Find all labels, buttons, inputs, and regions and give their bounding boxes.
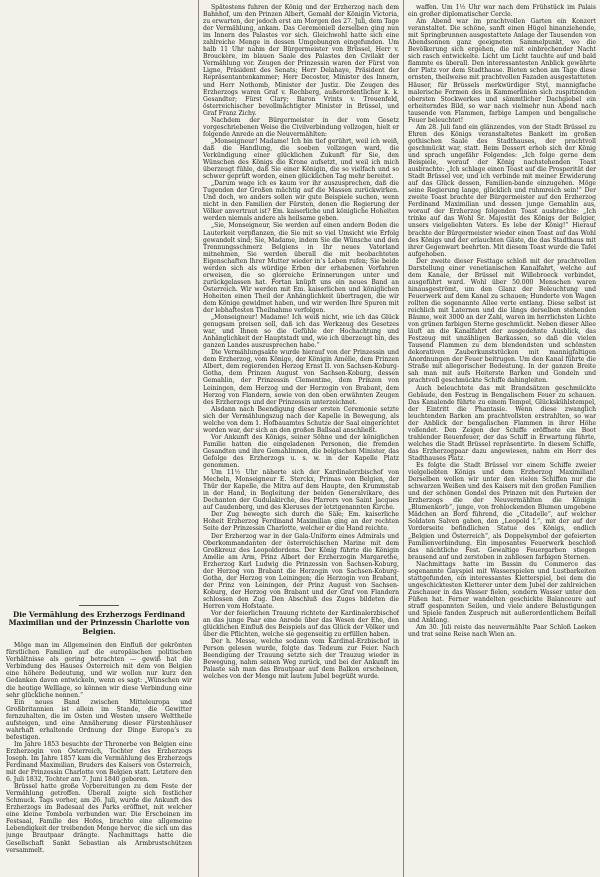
paragraph: Im Jahre 1853 besuchte der Thronerbe von Belgien eine Erzherzogin von Österreich, Tochter des Erzherzogs Joseph. Im Jahre 1857 kam die Vermählung des Erzherzogs Ferdinand Maximilian, Bruders des Kaisers von Österreich, mit der Prinzessin Charlotte von Belgien statt. Letztere den 6. Juli 1832, Tochter am 7. Juni 1840 geboren. <box>6 740 192 784</box>
paragraph: Der Erzherzog war in der Gala-Uniform eines Admirals und Oberkommandanten der österreichischen Marine mit dem Großkreuz des Leopoldordens. Der König führte die Königin Amélie am Arm, Prinz Albert der Erzherzogin Margarethe, Erzherzog Karl Ludwig die Prinzessin von Sachsen-Koburg, der Herzog von Brabant die Herzogin von Sachsen-Koburg-Gotha, der Herzog von Leiningen; die Herzogin von Brabant, der Prinz von Leiningen, der Prinz August von Sachsen-Koburg, der Herzog von Brabant und der Graf von Flandern schlossen den Zug. Den Abschluß des Zuges bildeten die Herren vom Hofstaate. <box>203 532 399 610</box>
column-left <box>6 600 192 872</box>
paragraph: waffen. Um 1½ Uhr war nach dem Frühstück im Palais ein großer diplomatischer Cercle. <box>408 4 596 19</box>
paragraph: Nachdem der Bürgermeister in der vom Gesetz vorgeschriebenen Weise die Civilverbindung vollzogen, hielt er folgende Anrede an die Neuvermählten: <box>203 116 399 138</box>
paragraph: Am 30. Juli reiste das neuvermählte Paar Schloß Laeken und trat seine Reise nach Wien an. <box>408 624 596 639</box>
paragraph: Alsdann nach Beendigung dieser ersten Ceremonie setzte sich der Vermählungszug nach der Kapelle in Bewegung, als welche von dem 1. Hofbauamtes Schutze der Saal eingerichtet worden war, der sich an den großen Ballsaal anschließt. <box>203 405 399 434</box>
paragraph: Die Vermählungsakte wurde hierauf von der Prinzessin und dem Erzherzog, vom Könige, der Königin Amélie, dem Prinzen Albert, dem regierenden Herzog Ernst II. von Sachsen-Koburg-Gotha, dem Prinzen August von Sachsen-Koburg, dessen Gemahlin, der Prinzessin Clementine, dem Prinzen von Leiningen, dem Herzog und der Herzogin von Brabant, dem Herzog von Flandern, sowie von den oben erwähnten Zeugen des Erzherzogs und der Prinzessin unterzeichnet. <box>203 349 399 406</box>
paragraph: Brüssel hatte große Vorbereitungen zu dem Feste der Vermählung getroffen. Überall zeigte sich festlicher Schmuck. Tags vorher, am 26. Juli, wurde die Ankunft des Erzherzogs im Badesaal des Parks eröffnet, mit welcher eine kleine Tombola verbunden war. Die Erscheinen im Festsaal, Familie des Hofes, brachte eine allgemeine Lebendigkeit der treibenden Menge hervor, die sich um das junge Brautpaar drängte. Nachmittags hatte die Gesellschaft Sankt Sebastian als Armbrustschützen versammelt. <box>6 783 192 854</box>
column-right <box>408 4 596 872</box>
paragraph: Am Abend war im prachtvollen Garten ein Konzert veranstaltet. Die schöne, sanft einen Hügel hinanziehende, mit Springbrunnen ausgestattete Anlage der Tausenden von Abendsonnen ganz geeigneten Sammelpunkt, wo die Bevölkerung sich ergehen, die mit einbrechender Nacht sich rasch entwickelte. Licht um Licht tauchte auf und bald flammte es überall. Den interessantesten Anblick gewährte der Platz vor dem Stadthause. Bieten schon am Tage diese ernsten, theilweise mit prachtvollen Fazaden ausgestatteten Häuser, für Brüssels merkwürdiger Styl, mannigfache malerische Formen des in Kammerlinien sich zuspitzenden obersten Stockwerkes und sämmtlicher Dachgiebel ein erheiterndes Bild, so war nach vielmehr nun Abend nach tausende von Flammen, farbige Lampen und bengalische Feuer beleuchtet! <box>408 18 596 124</box>
paragraph: Der zweite dieser Festtage schloß mit der prachtvollen Darstellung einer venetianischen Kanalfahrt, welche auf dem Kanale, der Brüssel mit Willebroeck verbindet, ausgeführt ward. Wohl über 50.000 Menschen waren hinausgeströmt, um den Glanz der Beleuchtung und Feuerwerk auf dem Kanal zu schauen; Hunderte von Wagen rollten die sogenannte Allee verte entlang. Diese selbst ist reichlich mit Laternen und die längs derselben stehenden Bäume, weit 3000 an der Zahl, waren im herrlichsten Lichte von grünen farbigen Sterne geschmückt. Neben dieser Allee läuft an die Kanalfahrt der ausgedehnte Ausblick, das Festzeug mit unzähligen Barkassen, so daß die vielen Tausend Flammen zu dem blendendsten und schönsten dekorativen Zauberkunststücken mit mannigfaltigen Anordnungen der Feuer beitrugen. Um den Kanal führte die Straße mit allegorischer Bedeutung. In der ganzen Breite sah man mit aufs Heiterste Barken und Gondeln und prachtvoll geschmückte Schiffe dahingleiten. <box>408 257 596 385</box>
paragraph: Es folgte die Stadt Brüssel vor einem Schiffe zweier vielgeliebten Königs und dem Erzherzog Maximilian! Derselben wollen wir unter den vielen Schiffen nur die schwarzen Weißen und des Kaisers mit den großen Familien und der schönen Gondel des Prinzen mit den Parteien der Erzherzogs die der Neuvermählten die Königin „Blumenkorb“, junge, von frohlockenden Blumen umgebene Mädchen an Bord führend, die „Citadelle“, auf welcher Soldaten Salven gaben, den „Leopold I.“, mit der auf der Vorderseite befindlichen Statue des Königs, endlich „Belgien und Österreich“, als Doppelsymbol der gefeierten Familienverbindung. Ein imposantes Feuerwerk beschloß das nächtliche Fest. Gewaltige Feuergarben stiegen brausend auf und zerstoben in zahllosen farbigen Sternen. <box>408 462 596 561</box>
column-rule-right <box>403 0 404 877</box>
paragraph: Auch beleuchtete das mit Brandsätzen geschmückte Gebäude, den Festzug in Bengalischem Feuer zu schauen. Das Kanalende führte zu einem Tempel, Glückskühlstempel, der Eintritt die Phantasie. Wenn diese zwanglich leuchtenden Barken am prachtvollsten erstrahlten, so war der Anblick der bengalischen Flammen in ihrer Höhe vollendet. Den Zeigen der Schiffe eröffnete ein Boot trahlender Reuenfeuer, der das Schiff in Erwartung führte, welches die Stadt Brüssel repräsentirte. In diesem Schiffe, das Erzherzogpaar dazu angewiesen, nahm ein Herr des Stadthauses Platz. <box>408 384 596 462</box>
paragraph: Vor der feierlichen Trauung richtete der Kardinalerzbischof an das junge Paar eine Anrede über das Wesen der Ehe, den glücklichen Einfluß des Beispiels auf das Glück der Völker und über die Pflichten, welche sie gegenseitig zu erfüllen haben. <box>203 610 399 639</box>
paragraph: Möge man im Allgemeinen den Einfluß der gekrönten fürstlichen Familien auf die europäischen politischen Verhältnisse als gering betrachten — gewiß hat die Verbindung des Hauses Österreich mit dem von Belgien eine höhere Bedeutung, und wir wollen nur kurz den Gedanken davon entwickeln, wenn es sagt: „Wünschen wir die heutige Welllage, so können wir diese Verbindung eine sehr glückliche nennen.“ <box>6 642 192 699</box>
paragraph: Spätestens fuhren der König und der Erzherzog nach dem Bahnhof, um den Prinzen Albert, Gemahl der Königin Victoria, zu erwarten, der jedoch erst am Morgen des 27. Juli, dem Tage der Vermählung, ankam. Das Ceremoniell derselben ging nun im Innern des Palastes vor sich. Gleichwohl hatte sich eine zahlreiche Menge in dessen Umgebungen eingefunden. Um halb 11 Uhr nahm der Bürgermeister von Brüssel, Herr v. Brouckère, im blauen Saale des Palastes den Civilakt der Vermählung vor. Zeugen der Prinzessin waren der Fürst von Ligne, Präsident des Senats; Herr Delahaye, Präsident der Repräsentantenkammer; Herr Decoster, Minister des Innern, und Herr Nothomb, Minister der Justiz. Die Zeugen des Erzherzogs waren Graf v. Rechberg, außerordentlicher k. k. Gesandter; Fürst Clary; Baron Vrints v. Treuenfeld, österreichischer bevollmächtigter Minister in Brüssel, und Graf Franz Zichy. <box>203 4 399 117</box>
paragraph: „Monseigneur! Madame! Ich weiß nicht, wie ich das Glück genugsam preisen soll, daß ich das Werkzeug des Gesetzes war, und Ihnen so die Gefühle der Hochachtung und Anhänglichkeit der Hauptstadt und, wie ich überzeugt bin, des ganzen Landes auszusprechen habe.“ <box>203 314 399 350</box>
column-middle <box>203 4 399 872</box>
paragraph: Am 28. Juli fand ein glänzendes, von der Stadt Brüssel zu Ehren des Königs veranstaltetes Bankett im großen gothischen Saale des Stadthauses, der prachtvoll geschmückt war, statt. Beim Dessert erhob sich der König und sprach ungefähr Folgendes: „Ich folge gerne dem Beispiele, worauf der König nachstehenden Toast ausbrachte: „Ich schlage einen Toast auf die Prosperität der Stadt Brüssel vor, und ich verbinde mit meiner Erwiderung auf das Glück dessen, Familien-bande einzugehen. Möge seine Regierung lange, glücklich und ruhmreich sein!“ Der zweite Toast brachte der Bürgermeister auf den Erzherzog Ferdinand Maximilian und dessen junge Gemahlin aus, worauf der Erzherzog folgenden Toast ausbrachte: „Ich trinke auf das Wohl Sr. Majestät des Königs der Belgier, unsers vielgeliebten Vaters. Es lebe der König!“ Hierauf brachte der Bürgermeister wieder einen Toast auf das Wohl des Königs und der erlauchten Gäste, die das Stadthaus mit ihrer Gegenwart beehrten. Mit diesem Toast wurde die Tafel aufgehoben. <box>408 123 596 258</box>
paragraph: Vor Ankunft des Königs, seiner Söhne und der königlichen Familie hatten die eingeladenen Personen, die fremden Gesandten und ihre Gemahlinnen, die belgischen Minister, das Gefolge des Erzherzogs u. s. w. in der Kapelle Platz genommen. <box>203 433 399 470</box>
column-rule-left <box>198 0 199 877</box>
paragraph: Nachmittags hatte im Bassin du Commerce das sogenannte Gayspiel mit Wasserspielen und Lustbarkeiten stattgefunden, ein interessantes Kletterspiel, bei dem die ungeschicktesten Kletterer unter dem Jubel der zahlreichen Zuschauer in das Wasser fielen, sondern Wasser unter den Füßen hat. Ferner wandelten geschickte Balanceure auf straff gespannten Seilen, und viele andere Belustigungen und Spiele fanden Zuspruch mit außerordentlichem Beifall und Anklang. <box>408 560 596 625</box>
paragraph: Um 11½ Uhr näherte sich der Kardinalerzbischof von Mecheln, Monseigneur E. Sterckx, Primas von Belgien, der Thür der Kapelle, die Mitra auf dem Haupte, den Krummstab in der Hand, in Begleitung der beiden Generalvikare, des Dechanten der Gudulakirche, des Pfarrers von Saint Jacques auf Caudenberg, und des Kleruses der letztgenannten Kirche. <box>203 469 399 512</box>
paragraph: Der h. Messe, welche sodann vom Kardinal-Erzbischof in Person gelesen wurde, folgte das Tedeum zur Feier. Nach Beendigung der Trauung setzte sich der Trauzug wieder in Bewegung, nahm seinen Weg zurück, und bei der Ankunft im Palaste sah man das Brautpaar auf dem Balkon erscheinen, welches von der Menge mit lautem Jubel begrüßt wurde. <box>203 638 399 681</box>
paragraph: Ein neues Band zwischen Mitteleuropa und Großbritannien ist allein im Stande, die Gewitter fernzuhalten, die im Osten und Westen unsere Welttheile aufsteigen, und eine Annäherung dieser Fürstenhäuser wahrhaft erhaltende Ordnung der Dinge Europa’s zu befestigen. <box>6 698 192 741</box>
section-divider <box>79 605 119 606</box>
article-headline: Die Vermählung des Erzherzogs Ferdinand Maximilian und der Prinzessin Charlotte von Belgien. <box>8 610 190 636</box>
paragraph: „Sie, Monseigneur, Sie werden auf einen andern Boden die Lauterkeit verpflanzen, die Sie mit so viel Umsicht wie Erfolg gewandelt sind; Sie, Madame, indem Sie die Wünsche und den Trennungsschmerz Belgiens in Ihr neues Vaterland mitnehmen, Sie werden überall die mit beobachteten Eigenschaften Ihrer Mutter wieder in’s Leben rufen; Sie beide werden sich als würdige Erben der erhabenen Vorfahren erweisen, die so glorreiche Erinnerungen unter und zurückgelassen hat. Fortan knüpft uns ein neues Band an Österreich. Wir werden mit Em. kaiserlichen und königlichen Hoheiten einen Theil der Anhänglichkeit übertragen, die wir dem Könige gewidmet haben, und wir werden Ihre Spuren mit der lebhaftesten Theilnahme verfolgen. <box>203 222 399 315</box>
paragraph: Der Zug bewegte sich durch die Säle; Em. kaiserliche Hoheit Erzherzog Ferdinand Maximilian ging an der rechten Seite der Prinzessin Charlotte, welcher er die Hand reichte. <box>203 511 399 533</box>
paragraph: „Darum wage ich es kaum vor ihr auszusprechen, daß die Tugenden der Großen mächtig auf die Massen zurückwirken. Und doch, wo anders sollen wir gute Beispiele suchen, wenn nicht in den Familien der Fürsten, denen die Regierung der Völker anvertraut ist? Em. kaiserliche und königliche Hoheiten werden niemals andere als heilsame geben. <box>203 180 399 223</box>
paragraph: „Monseigneur! Madame! Ich bin tief gerührt, weil ich weiß, daß die Handlung, die soeben vollzogen ward, die Verkündigung einer glücklichen Zukunft für Sie, den Wünschen des Königs die Krone aufsetzt, und weil ich mich überzeugt fühle, daß Sie einer Königin, die so vielfach und so schwer geprüft worden, einen glücklichen Tag mehr bereitet. <box>203 137 399 181</box>
